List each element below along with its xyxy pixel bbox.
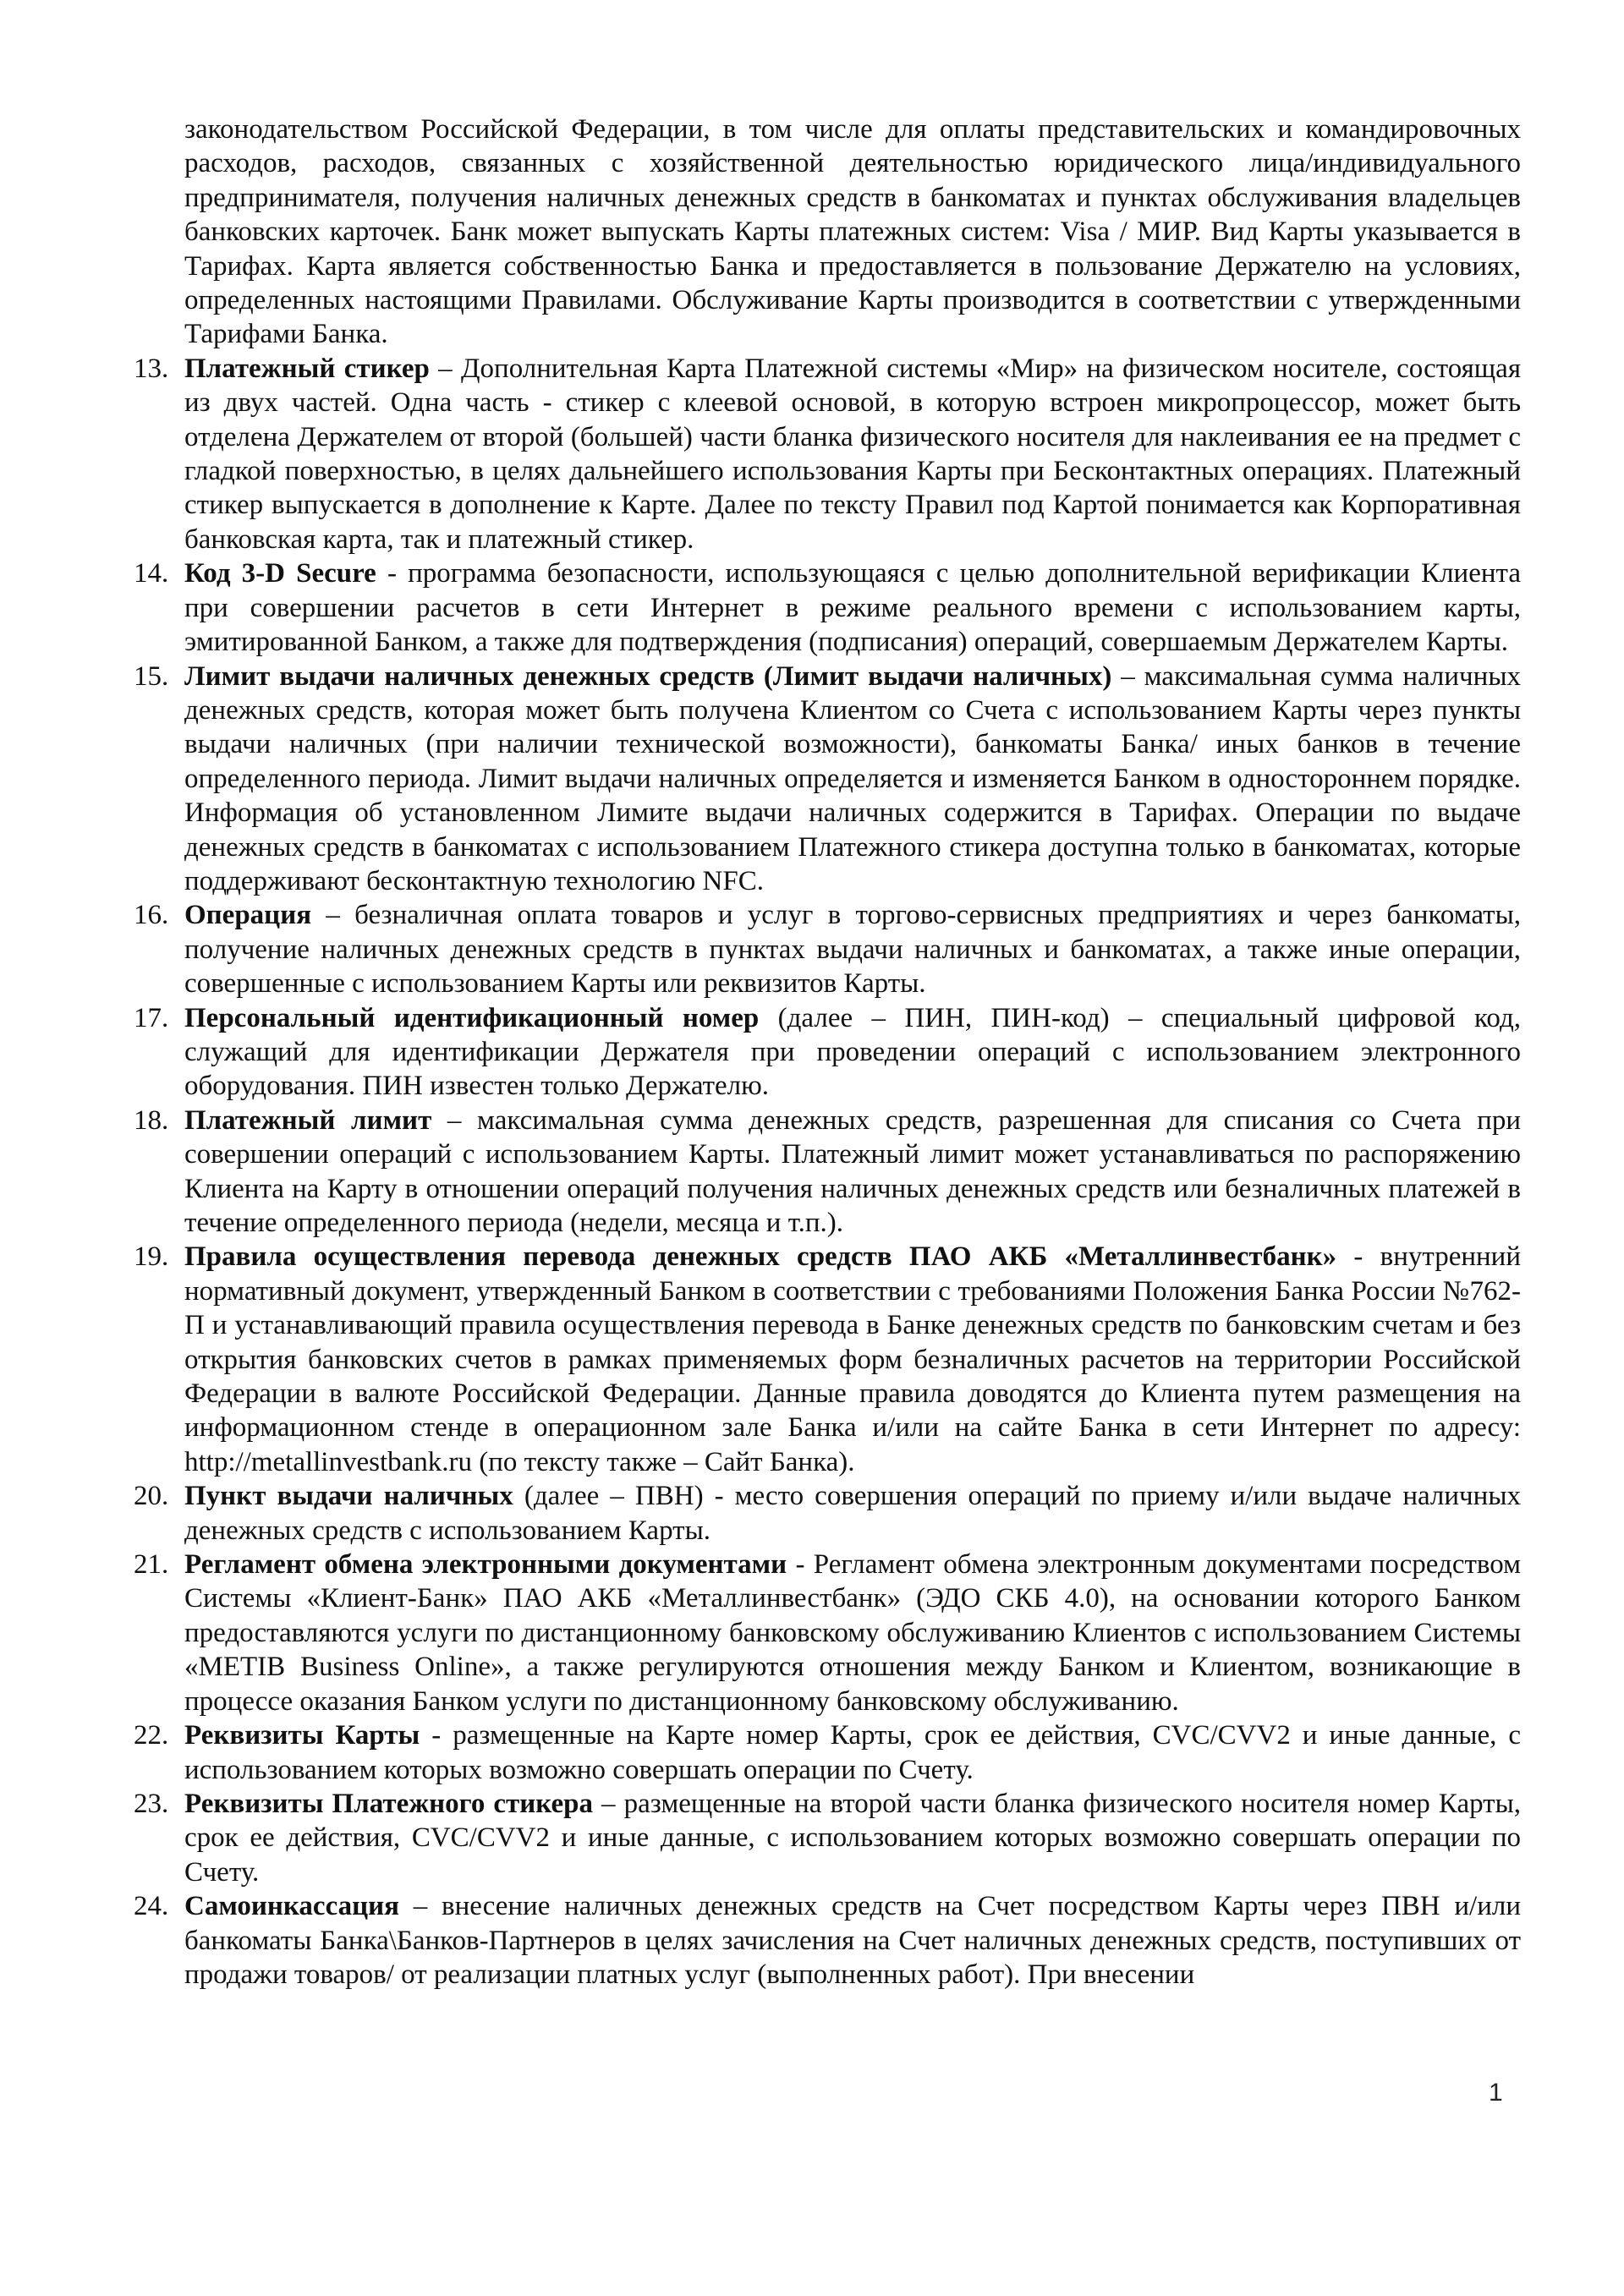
item-number: 14. xyxy=(134,558,169,589)
item-number: 15. xyxy=(134,660,169,692)
definitions-list xyxy=(134,352,1522,1992)
item-body xyxy=(184,1889,1521,1992)
item-number: 17. xyxy=(134,1002,169,1033)
list-item xyxy=(134,1240,1522,1479)
item-text: – безналичная оплата товаров и услуг в торгово-сервисных предприятиях и через банкоматы, получение наличных денежных средств в пунктах выдачи наличных и банкоматах, а также иные операции, совершенные с использованием Карты или реквизитов Карты. xyxy=(184,900,1521,1000)
item-body xyxy=(184,660,1521,899)
list-item xyxy=(134,660,1521,899)
item-number: 13. xyxy=(134,353,169,384)
item-number: 16. xyxy=(134,900,169,931)
item-number: 18. xyxy=(134,1104,169,1136)
list-item xyxy=(134,556,1521,659)
item-body xyxy=(184,1240,1521,1479)
list-item xyxy=(134,1787,1521,1889)
item-body xyxy=(184,1718,1521,1787)
list-item xyxy=(134,1104,1521,1241)
item-text: - программа безопасности, использующаяся с целью дополнительной верификации Клиента при совершении расчетов в сети Интернет в режиме реального времени с использованием карты, эмитированной Банком, а также для подтверждения (подписания) операций, совершаемым Держателем Карты. xyxy=(184,558,1521,658)
item-number: 20. xyxy=(134,1481,169,1512)
item-text: - Регламент обмена электронным документами посредством Системы «Клиент-Банк» ПАО АКБ «Металлинвестбанк» (ЭДО СКБ 4.0), на основании которого Банком предоставляются услуги по дистанционному банковскому обслуживанию Клиентов с использованием Системы «METIB Business Online», а также регулируются отношения между Банком и Клиентом, возникающие в процессе оказания Банком услуги по дистанционному банковскому обслуживанию. xyxy=(184,1549,1521,1717)
list-item xyxy=(134,352,1522,556)
item-body xyxy=(184,1104,1521,1241)
intro-paragraph: законодательством Российской Федерации, в том числе для оплаты представительских и командировочных расходов, расходов, связанных с хозяйственной деятельностью юридического лица/индивидуального предпринимателя, получения наличных денежных средств в банкоматах и пунктах обслуживания владельцев банковских карточек. Банк может выпускать Карты платежных систем: Visa / МИР. Вид Карты указывается в Тарифах. Карта является собственностью Банка и предоставляется в пользование Держателю на условиях, определенных настоящими Правилами. Обслуживание Карты производится в соответствии с утвержденными Тарифами Банка. xyxy=(184,114,1521,350)
item-term: Платежный лимит xyxy=(184,1104,432,1136)
item-text: – максимальная сумма наличных денежных средств, которая может быть получена Клиентом со Счета с использованием Карты через пункты выдачи наличных (при наличии технической возможности), банкоматы Банка/ иных банков в течение определенного периода. Лимит выдачи наличных определяется и изменяется Банком в одностороннем порядке. Информация об установленном Лимите выдачи наличных содержится в Тарифах. Операции по выдаче денежных средств в банкоматах с использованием Платежного стикера доступна только в банкоматах, которые поддерживают бесконтактную технологию NFC. xyxy=(184,660,1521,896)
item-term: Регламент обмена электронными документами xyxy=(184,1549,787,1581)
list-item xyxy=(134,1718,1521,1787)
item-number: 23. xyxy=(134,1788,169,1819)
list-item xyxy=(134,898,1521,1000)
item-body xyxy=(184,1548,1521,1718)
item-term: Операция xyxy=(184,900,312,931)
item-term: Код 3-D Secure xyxy=(184,558,376,589)
item-term: Лимит выдачи наличных денежных средств (Лимит выдачи наличных) xyxy=(184,660,1112,692)
list-item xyxy=(134,1479,1521,1548)
list-item xyxy=(134,1548,1521,1718)
item-text: (далее – ПВН) - место совершения операций по приему и/или выдаче наличных денежных средств с использованием Карты. xyxy=(184,1481,1521,1546)
item-text: – максимальная сумма денежных средств, разрешенная для списания со Счета при совершении операций с использованием Карты. Платежный лимит может устанавливаться по распоряжению Клиента на Карту в отношении операций получения наличных денежных средств или безналичных платежей в течение определенного периода (недели, месяца и т.п.). xyxy=(184,1104,1521,1238)
item-body xyxy=(184,898,1521,1000)
item-term: Самоинкассация xyxy=(184,1891,399,1922)
item-term: Пункт выдачи наличных xyxy=(184,1481,513,1512)
item-term: Платежный стикер xyxy=(184,353,430,384)
item-term: Персональный идентификационный номер xyxy=(184,1002,760,1033)
list-item xyxy=(134,1889,1521,1992)
item-text: (далее – ПИН, ПИН-код) – специальный цифровой код, служащий для идентификации Держателя при проведении операций с использованием электронного оборудования. ПИН известен только Держателю. xyxy=(184,1002,1521,1102)
document-page xyxy=(134,112,1522,1992)
item-body xyxy=(184,352,1521,556)
item-text: – Дополнительная Карта Платежной системы «Мир» на физическом носителе, состоящая из двух частей. Одна часть - стикер с клеевой основой, в которую встроен микропроцессор, может быть отделена Держателем от второй (большей) части бланка физического носителя для наклеивания ее на предмет с гладкой поверхностью, в целях дальнейшего использования Карты при Бесконтактных операциях. Платежный стикер выпускается в дополнение к Карте. Далее по тексту Правил под Картой понимается как Корпоративная банковская карта, так и платежный стикер. xyxy=(184,353,1522,555)
item-number: 21. xyxy=(134,1549,169,1581)
item-term: Реквизиты Платежного стикера xyxy=(184,1788,593,1819)
item-body xyxy=(184,556,1521,659)
item-body xyxy=(184,1479,1521,1548)
item-number: 24. xyxy=(134,1891,169,1922)
item-body xyxy=(184,1001,1521,1104)
page-number: 1 xyxy=(1489,2079,1503,2107)
item-text: – размещенные на второй части бланка физического носителя номер Карты, срок ее действия, CVC/CVV2 и иные данные, с использованием которых возможно совершать операции по Счету. xyxy=(184,1788,1521,1888)
item-body xyxy=(184,1787,1521,1889)
item-number: 22. xyxy=(134,1720,169,1751)
item-text: - размещенные на Карте номер Карты, срок ее действия, CVC/CVV2 и иные данные, с использованием которых возможно совершать операции по Счету. xyxy=(184,1720,1521,1785)
list-item xyxy=(134,1001,1521,1104)
item-text: - внутренний нормативный документ, утвержденный Банком в соответствии с требованиями Положения Банка России №762-П и устанавливающий правила осуществления перевода в Банке денежных средств по банковским счетам и без открытия банковских счетов в рамках применяемых форм безналичных расчетов на территории Российской Федерации в валюте Российской Федерации. Данные правила доводятся до Клиента путем размещения на информационном стенде в операционном зале Банка и/или на сайте Банка в сети Интернет по адресу: http://metallinvestbank.ru (по тексту также – Сайт Банка). xyxy=(184,1241,1522,1477)
item-text: – внесение наличных денежных средств на Счет посредством Карты через ПВН и/или банкоматы Банка\Банков-Партнеров в целях зачисления на Счет наличных денежных средств, поступивших от продажи товаров/ от реализации платных услуг (выполненных работ). При внесении xyxy=(184,1891,1521,1990)
item-term: Реквизиты Карты xyxy=(184,1720,420,1751)
item-term: Правила осуществления перевода денежных средств ПАО АКБ «Металлинвестбанк» xyxy=(184,1241,1337,1273)
item-number: 19. xyxy=(134,1241,169,1273)
